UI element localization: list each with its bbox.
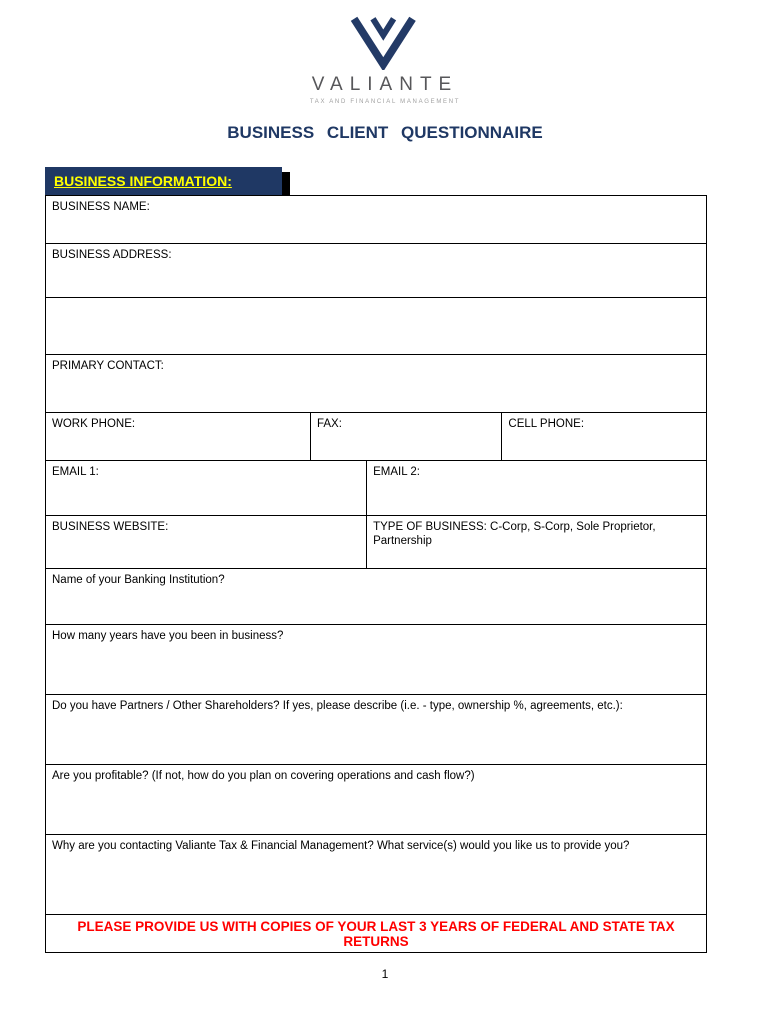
row-tax-returns-notice bbox=[46, 915, 706, 952]
field-fax[interactable] bbox=[310, 413, 501, 460]
field-label: CELL PHONE: bbox=[508, 418, 585, 430]
field-label: BUSINESS WEBSITE: bbox=[52, 521, 169, 533]
valiante-v-logo-icon bbox=[342, 14, 428, 70]
field-label: PRIMARY CONTACT: bbox=[52, 360, 164, 372]
section-heading-business-information: BUSINESS INFORMATION: bbox=[45, 167, 282, 195]
field-label: How many years have you been in business? bbox=[52, 630, 284, 642]
tax-returns-notice: PLEASE PROVIDE US WITH COPIES OF YOUR LAST 3 YEARS OF FEDERAL AND STATE TAX RETURNS bbox=[77, 918, 675, 949]
row-services-needed bbox=[46, 835, 706, 915]
field-primary-contact[interactable] bbox=[46, 355, 706, 412]
field-email-2[interactable] bbox=[366, 461, 706, 515]
field-label: BUSINESS ADDRESS: bbox=[52, 249, 172, 261]
field-business-address[interactable] bbox=[46, 244, 706, 297]
row-banking-institution bbox=[46, 569, 706, 625]
row-website-type bbox=[46, 516, 706, 569]
row-partners-shareholders bbox=[46, 695, 706, 765]
field-label: Name of your Banking Institution? bbox=[52, 574, 225, 586]
field-work-phone[interactable] bbox=[46, 413, 310, 460]
row-business-address bbox=[46, 244, 706, 298]
field-label: TYPE OF BUSINESS: C-Corp, S-Corp, Sole Proprietor, Partnership bbox=[373, 521, 656, 548]
field-label: WORK PHONE: bbox=[52, 418, 136, 430]
field-years-in-business[interactable] bbox=[46, 625, 706, 694]
notice-cell bbox=[46, 915, 706, 953]
field-cell-phone[interactable] bbox=[501, 413, 706, 460]
row-business-address-line2 bbox=[46, 298, 706, 355]
brand-tagline: TAX AND FINANCIAL MANAGEMENT bbox=[309, 99, 461, 105]
row-primary-contact bbox=[46, 355, 706, 413]
field-type-of-business[interactable] bbox=[366, 516, 706, 568]
field-business-name[interactable] bbox=[46, 196, 706, 243]
row-phones bbox=[46, 413, 706, 461]
field-business-website[interactable] bbox=[46, 516, 366, 568]
field-label: Are you profitable? (If not, how do you plan on covering operations and cash flow?) bbox=[52, 770, 475, 782]
field-email-1[interactable] bbox=[46, 461, 366, 515]
field-label: Do you have Partners / Other Shareholders? If yes, please describe (i.e. - type, ownership %, agreements, etc.): bbox=[52, 700, 623, 712]
page-number: 1 bbox=[381, 967, 389, 981]
field-label: BUSINESS NAME: bbox=[52, 201, 150, 213]
field-profitability[interactable] bbox=[46, 765, 706, 834]
field-business-address-line2[interactable] bbox=[46, 298, 706, 354]
field-partners-shareholders[interactable] bbox=[46, 695, 706, 764]
field-label: EMAIL 2: bbox=[373, 466, 420, 478]
field-banking-institution[interactable] bbox=[46, 569, 706, 624]
row-emails bbox=[46, 461, 706, 516]
page-title: BUSINESS CLIENT QUESTIONNAIRE bbox=[227, 123, 543, 142]
field-label: EMAIL 1: bbox=[52, 466, 99, 478]
field-label: Why are you contacting Valiante Tax & Financial Management? What service(s) would you like us to provide you? bbox=[52, 840, 630, 852]
section-heading-wrap bbox=[45, 167, 770, 195]
logo-block bbox=[0, 0, 770, 105]
business-information-form bbox=[45, 195, 707, 953]
field-services-needed[interactable] bbox=[46, 835, 706, 914]
row-years-in-business bbox=[46, 625, 706, 695]
brand-name: VALIANTE bbox=[311, 74, 459, 95]
row-profitability bbox=[46, 765, 706, 835]
row-business-name bbox=[46, 196, 706, 244]
field-label: FAX: bbox=[317, 418, 342, 430]
